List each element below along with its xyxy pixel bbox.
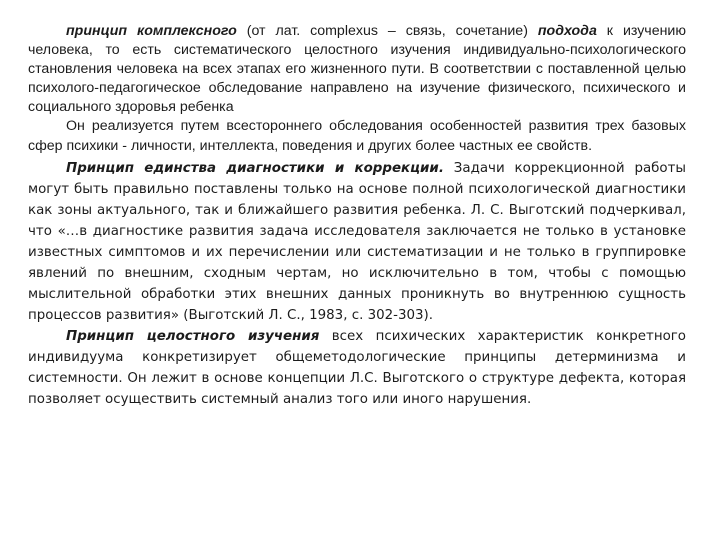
text-segment: Он реализуется путем всестороннего обследования особенностей развития трех базовых сфер психики - личности, интеллекта, поведения и других более частных ее свойств.: [28, 118, 686, 154]
term-approach: подхода: [537, 23, 597, 39]
paragraph-three-spheres: [28, 117, 686, 155]
term-complex-principle: принцип комплексного: [66, 23, 237, 39]
paragraph-holistic-study: [28, 326, 686, 410]
text-segment: (от лат. complexus – связь, сочетание): [236, 23, 538, 39]
paragraph-diagnostics-correction: [28, 158, 686, 326]
term-diagnostics-correction: Принцип единства диагностики и коррекции: [66, 160, 439, 176]
term-dot: .: [438, 160, 444, 176]
text-segment: к изучению человека, то есть систематического целостного изучения индивидуально-психологического становления человека на всех этапах его жизненного пути. В соответствии с поставленной целью психолого-педагогическое обследование направлено на изучение физического, психического и социального здоровья ребенка: [28, 23, 686, 116]
term-holistic-study: Принцип целостного изучения: [66, 328, 320, 344]
complex-approach-section: [28, 22, 686, 156]
text-segment: Задачи коррекционной работы могут быть правильно поставлены только на основе полной психологической диагностики как зоны актуального, так и ближайшего развития ребенка. Л. С. Выготский подчеркивал, что «…в диагностике развития задача исследователя заключается не только в установке известных симптомов и их перечислении или систематизации и не только в группировке явлений по внешним, сходным чертам, но исключительно в том, чтобы с помощью мыслительной обработки этих внешних данных проникнуть во внутреннюю сущность процессов развития» (Выготский Л. С., 1983, с. 302-303).: [28, 160, 686, 323]
text-segment: всех психических характеристик конкретного индивидуума конкретизирует общеметодологические принципы детерминизма и системности. Он лежит в основе концепции Л.С. Выготского о структуре дефекта, которая позволяет осуществить системный анализ того или иного нарушения.: [28, 328, 686, 407]
paragraph-complex-approach: [28, 22, 686, 117]
principles-section: [28, 158, 686, 410]
